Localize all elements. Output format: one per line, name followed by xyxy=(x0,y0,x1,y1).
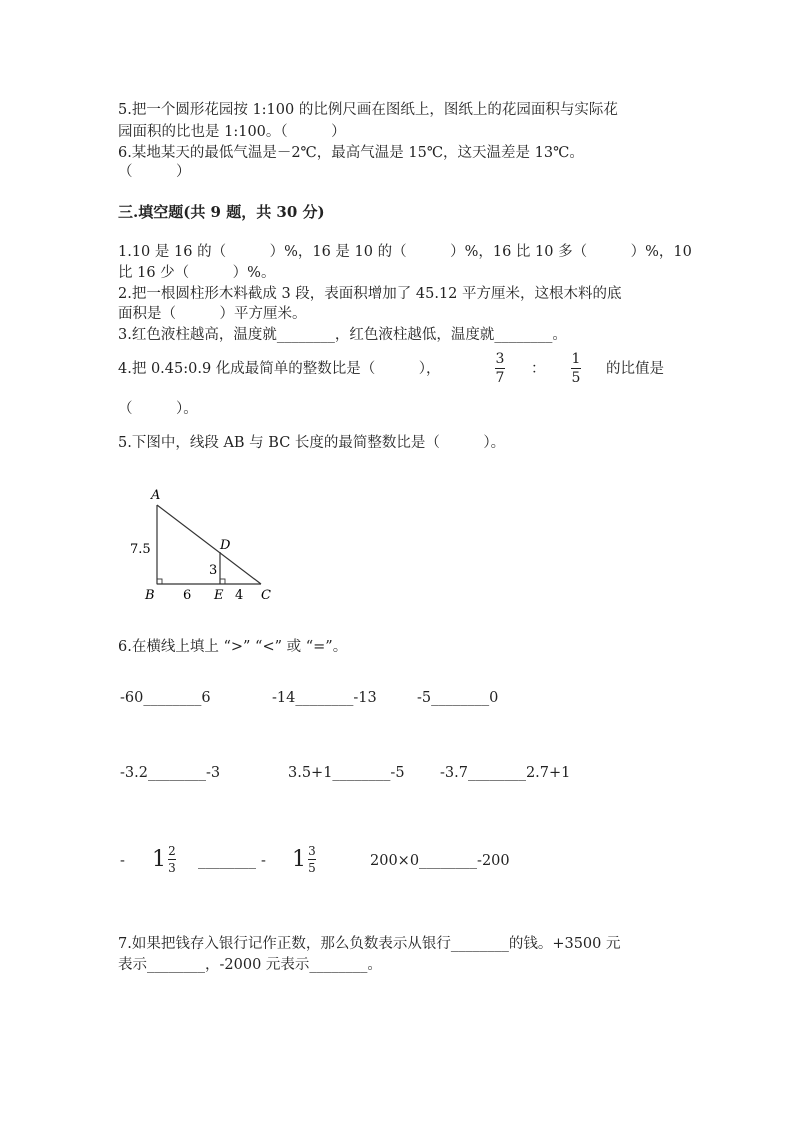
row3-mixed-number-1 xyxy=(152,845,176,874)
row3-mixed-number-2 xyxy=(292,845,316,874)
right-angle-b xyxy=(157,579,162,584)
row1-b: -14________-13 xyxy=(272,690,377,706)
q4-frac2-numerator: 1 xyxy=(571,351,581,367)
q4-frac1-denominator: 7 xyxy=(495,370,505,386)
fill-q2-line1: 2.把一根圆柱形木料截成 3 段，表面积增加了 45.12 平方厘米，这根木料的底 xyxy=(118,286,622,302)
fill-q4-part1: 4.把 0.45:0.9 化成最简单的整数比是（ ）， xyxy=(118,361,441,377)
judge-q5-line2: 园面积的比也是 1:100。（ ） xyxy=(118,124,346,140)
label-a: A xyxy=(151,488,161,503)
length-de: 3 xyxy=(209,563,218,578)
mixed2-numerator: 3 xyxy=(308,844,316,858)
q4-colon: ： xyxy=(531,361,546,377)
fill-q5: 5.下图中，线段 AB 与 BC 长度的最简整数比是（ ）。 xyxy=(118,435,506,451)
fill-q7-line2: 表示________，-2000 元表示________。 xyxy=(118,957,382,973)
mixed1-denominator: 3 xyxy=(168,861,176,875)
triangle-figure xyxy=(125,485,285,610)
row2-c: -3.7________2.7+1 xyxy=(440,765,571,781)
row3-minus-2: - xyxy=(261,853,266,869)
q4-frac2-denominator: 5 xyxy=(571,370,581,386)
fill-q7-line1: 7.如果把钱存入银行记作正数，那么负数表示从银行________的钱。+3500 元 xyxy=(118,936,621,952)
mixed2-denominator: 5 xyxy=(308,861,316,875)
fill-q1-line1: 1.10 是 16 的（ ）%，16 是 10 的（ ）%，16 比 10 多（ ）%，10 xyxy=(118,244,692,260)
label-d: D xyxy=(220,538,231,553)
row3-c: 200×0________-200 xyxy=(370,853,510,869)
fill-q1-line2: 比 16 少（ ）%。 xyxy=(118,265,276,281)
row1-a: -60________6 xyxy=(120,690,211,706)
row1-c: -5________0 xyxy=(417,690,499,706)
fill-q4-part2: 的比值是 xyxy=(606,361,664,377)
mixed2-whole: 1 xyxy=(292,847,306,872)
judge-q6-line2: （ ） xyxy=(118,164,191,180)
row3-blank: ________ xyxy=(198,853,256,869)
label-e: E xyxy=(214,588,224,603)
q4-fraction-1 xyxy=(495,352,505,385)
label-b: B xyxy=(145,588,155,603)
judge-q5-line1: 5.把一个圆形花园按 1:100 的比例尺画在图纸上，图纸上的花园面积与实际花 xyxy=(118,102,618,118)
right-angle-e xyxy=(220,579,225,584)
fill-q2-line2: 面积是（ ）平方厘米。 xyxy=(118,306,307,322)
row2-b: 3.5+1________-5 xyxy=(288,765,405,781)
row2-a: -3.2________-3 xyxy=(120,765,221,781)
label-c: C xyxy=(261,588,271,603)
fill-q3: 3.红色液柱越高，温度就________，红色液柱越低，温度就________。 xyxy=(118,327,567,343)
fill-q6: 6.在横线上填上 “>” “<” 或 “=”。 xyxy=(118,639,348,655)
section-title: 三.填空题(共 9 题，共 30 分) xyxy=(118,203,325,221)
length-ec: 4 xyxy=(235,588,244,603)
mixed1-numerator: 2 xyxy=(168,844,176,858)
length-be: 6 xyxy=(183,588,192,603)
q4-frac1-numerator: 3 xyxy=(495,351,505,367)
mixed1-whole: 1 xyxy=(152,847,166,872)
row3-minus-1: - xyxy=(120,853,125,869)
q4-fraction-2 xyxy=(571,352,581,385)
fill-q4-line2: （ ）。 xyxy=(118,401,198,417)
judge-q6-line1: 6.某地某天的最低气温是－2℃，最高气温是 15℃，这天温差是 13℃。 xyxy=(118,145,584,161)
length-ab: 7.5 xyxy=(130,542,151,557)
